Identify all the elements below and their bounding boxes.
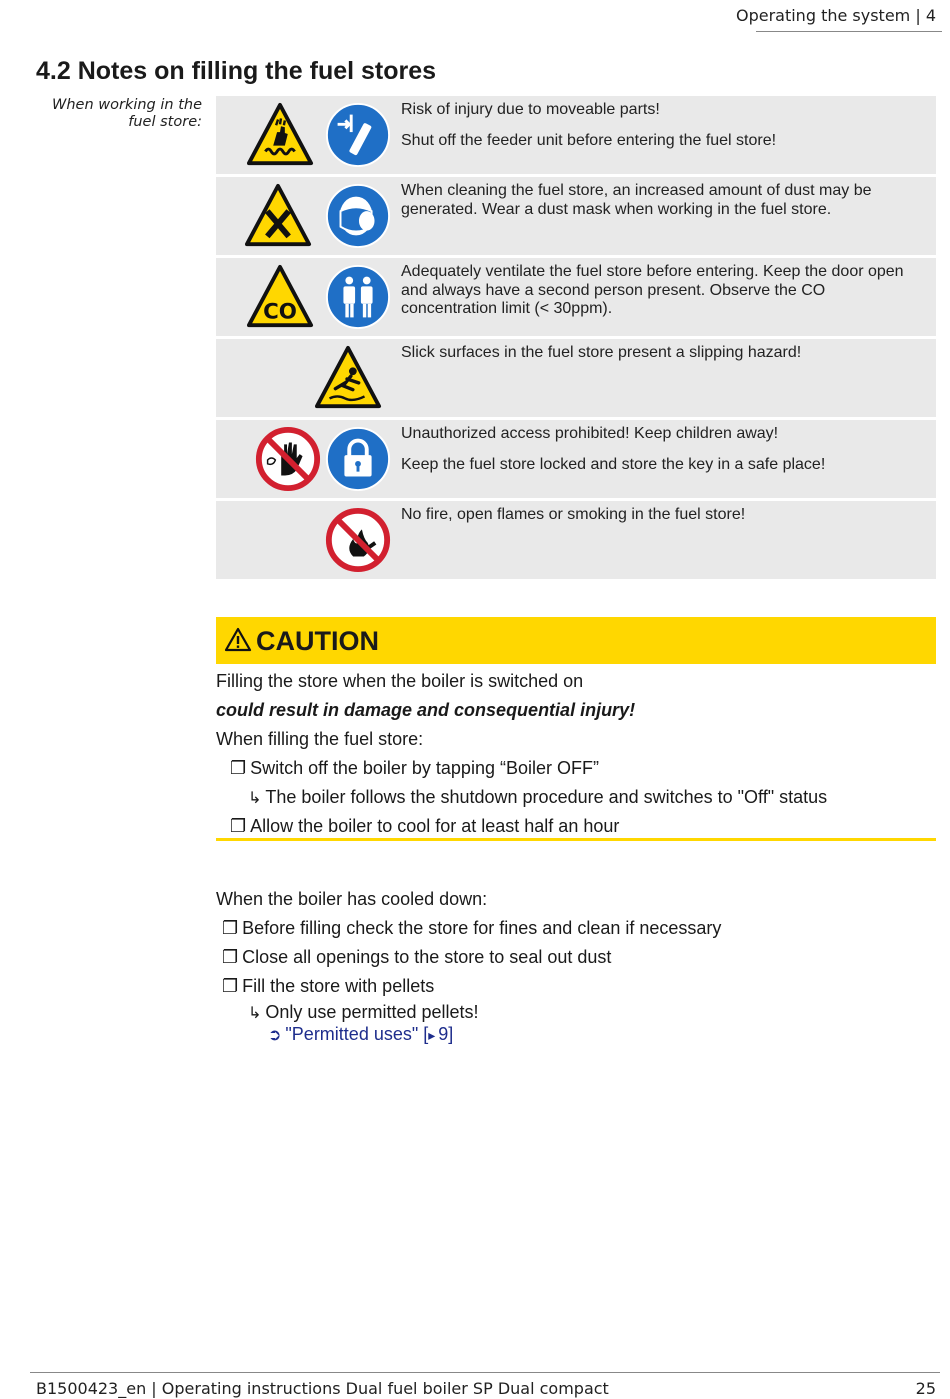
- caution-situation: Filling the store when the boiler is switched on: [216, 671, 584, 691]
- safety-row-text: [401, 182, 918, 231]
- safety-text: When cleaning the fuel store, an increased amount of dust may be generated. Wear a dust mask when working in the fuel store.: [401, 182, 872, 218]
- checkbox-icon: ❐: [230, 816, 247, 837]
- page-pointer-icon: ▸: [428, 1028, 436, 1044]
- step-text: Before filling check the store for fines and clean if necessary: [242, 918, 722, 938]
- safety-text: Keep the fuel store locked and store the key in a safe place!: [401, 455, 826, 473]
- safety-row-text: [401, 344, 918, 375]
- safety-row-text: [401, 101, 918, 162]
- link-text[interactable]: "Permitted uses" [: [285, 1024, 429, 1044]
- co-warning-icon: [246, 263, 314, 331]
- result-arrow-icon: ↳: [248, 788, 262, 807]
- page-number: 25: [915, 1379, 936, 1398]
- two-persons-mandatory-icon: [324, 263, 392, 331]
- caution-step: [216, 755, 936, 784]
- footer-document-title: B1500423_en | Operating instructions Dual fuel boiler SP Dual compact: [36, 1379, 609, 1398]
- result-arrow-icon: ↳: [248, 1003, 262, 1022]
- safety-text: Risk of injury due to moveable parts!: [401, 101, 660, 118]
- svg-text:CO: CO: [263, 299, 297, 325]
- instruction-result: [216, 1002, 936, 1023]
- safety-row-text: [401, 425, 918, 486]
- safety-text: No fire, open flames or smoking in the fuel store!: [401, 506, 746, 523]
- safety-text: Shut off the feeder unit before entering the fuel store!: [401, 131, 777, 149]
- cross-reference-link[interactable]: [216, 1023, 936, 1045]
- safety-row-text: [401, 506, 918, 537]
- link-page-number[interactable]: 9]: [438, 1024, 454, 1044]
- dust-mask-mandatory-icon: [324, 182, 392, 250]
- instruction-step: [216, 973, 936, 1002]
- caution-result: [216, 784, 936, 813]
- safety-row: [216, 96, 936, 174]
- safety-text: Adequately ventilate the fuel store before entering. Keep the door open and always have a second person present. Observe the CO concentration limit (< 30ppm).: [401, 263, 904, 317]
- safety-row: [216, 258, 936, 336]
- moving-parts-warning-icon: [246, 101, 314, 169]
- safety-text: Unauthorized access prohibited! Keep children away!: [401, 425, 779, 442]
- link-arrow-icon: ➲: [268, 1025, 282, 1044]
- header-rule: [756, 31, 942, 32]
- lock-mandatory-icon: [324, 425, 392, 493]
- no-unauthorized-access-icon: [254, 425, 322, 493]
- section-intro: When the boiler has cooled down:: [216, 889, 488, 909]
- safety-row: [216, 501, 936, 579]
- safety-row: [216, 339, 936, 417]
- result-text: Only use permitted pellets!: [265, 1002, 479, 1022]
- caution-banner: [216, 617, 936, 664]
- after-cooldown-section: [216, 886, 936, 1045]
- safety-row: [216, 177, 936, 255]
- safety-text: Slick surfaces in the fuel store present a slipping hazard!: [401, 344, 802, 361]
- instruction-step: [216, 915, 936, 944]
- checkbox-icon: ❐: [222, 947, 239, 968]
- checkbox-icon: ❐: [222, 918, 239, 939]
- checkbox-icon: ❐: [230, 758, 247, 779]
- step-text: Close all openings to the store to seal out dust: [242, 947, 612, 967]
- caution-warning-icon: [224, 627, 252, 652]
- caution-bottom-rule: [216, 838, 936, 841]
- step-text: Fill the store with pellets: [242, 976, 435, 996]
- disconnect-before-work-icon: [324, 101, 392, 169]
- footer-rule: [30, 1372, 940, 1373]
- running-header: Operating the system | 4: [735, 6, 936, 25]
- margin-note: When working in the fuel store:: [52, 97, 202, 130]
- harmful-substance-warning-icon: [244, 182, 312, 250]
- caution-result-text: The boiler follows the shutdown procedure and switches to "Off" status: [265, 787, 828, 807]
- caution-instruction-intro: When filling the fuel store:: [216, 729, 424, 749]
- safety-signs-table: [216, 96, 936, 582]
- page-title: 4.2 Notes on filling the fuel stores: [36, 57, 437, 85]
- caution-body: [216, 668, 936, 842]
- caution-consequence: could result in damage and consequential injury!: [216, 700, 636, 720]
- no-open-flames-icon: [324, 506, 392, 574]
- caution-title: CAUTION: [256, 626, 379, 656]
- safety-row-text: [401, 263, 918, 331]
- caution-step-text: Switch off the boiler by tapping “Boiler OFF”: [250, 758, 599, 778]
- safety-row: [216, 420, 936, 498]
- checkbox-icon: ❐: [222, 976, 239, 997]
- instruction-step: [216, 944, 936, 973]
- caution-step-text: Allow the boiler to cool for at least half an hour: [250, 816, 620, 836]
- slippery-surface-warning-icon: [314, 344, 382, 412]
